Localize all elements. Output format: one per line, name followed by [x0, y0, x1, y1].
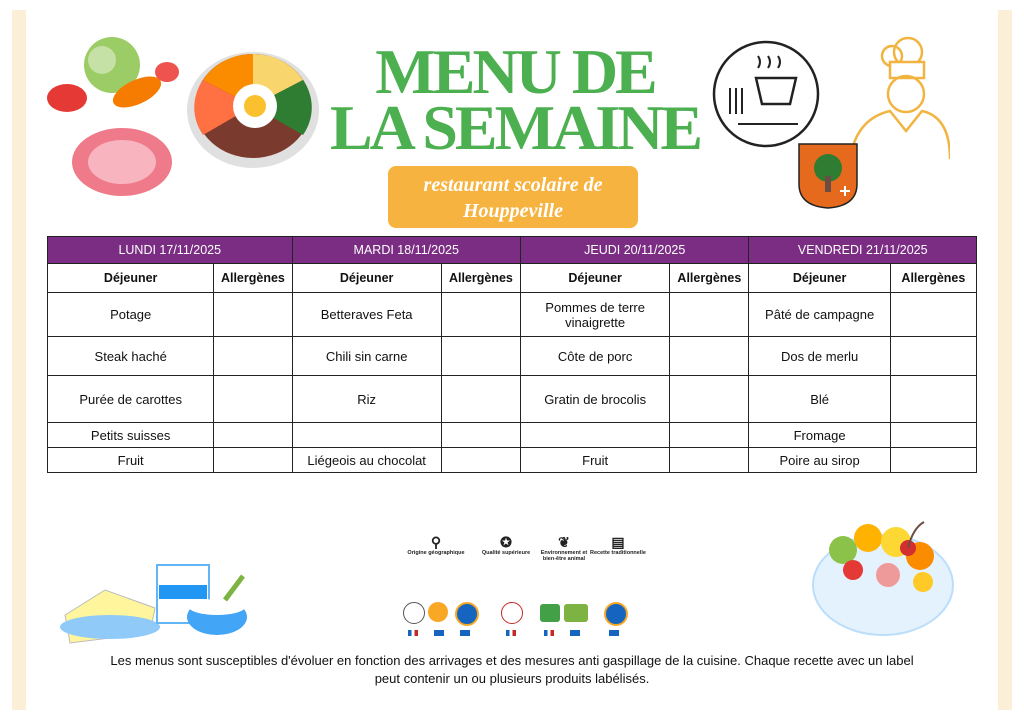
allergen-cell — [441, 293, 520, 337]
page-edge-right — [998, 10, 1012, 710]
table-row — [48, 423, 977, 448]
column-header-allergenes: Allergènes — [670, 264, 749, 293]
subtitle-banner — [388, 166, 638, 228]
column-header-allergenes: Allergènes — [441, 264, 520, 293]
pin-icon: ⚲ — [430, 534, 442, 550]
column-header-allergenes: Allergènes — [890, 264, 976, 293]
allergen-cell — [670, 293, 749, 337]
allergen-cell — [890, 423, 976, 448]
subtitle-line-1: restaurant scolaire de — [423, 174, 603, 196]
eu-flag-icon — [570, 630, 580, 636]
ab-organic-label-icon — [540, 604, 560, 622]
label-category: ✪ Qualité supérieure — [476, 534, 536, 556]
dish-cell: Riz — [292, 376, 441, 423]
page-title — [320, 36, 710, 163]
day-header-friday: VENDREDI 21/11/2025 — [749, 237, 977, 264]
weekly-menu-table — [47, 236, 977, 473]
day-header-row — [48, 237, 977, 264]
kitchen-logo-icon — [708, 38, 828, 150]
allergen-cell — [214, 376, 292, 423]
vegetables-meat-illustration — [42, 30, 187, 210]
dish-cell: Potage — [48, 293, 214, 337]
table-row — [48, 337, 977, 376]
allergen-cell — [441, 423, 520, 448]
book-icon: ▤ — [611, 534, 625, 550]
dairy-yogurt-illustration — [55, 555, 255, 645]
page-edge-left — [12, 10, 26, 710]
allergen-cell — [670, 423, 749, 448]
title-line-1: MENU DE — [375, 36, 655, 107]
dish-cell: Dos de merlu — [749, 337, 890, 376]
dish-cell: Fruit — [48, 448, 214, 473]
igp-label-icon — [455, 602, 479, 626]
aoc-label-icon — [403, 602, 425, 624]
eu-organic-label-icon — [564, 604, 588, 622]
dish-cell: Gratin de brocolis — [520, 376, 669, 423]
fruit-salad-bowl-illustration — [808, 500, 958, 640]
allergen-cell — [890, 376, 976, 423]
column-header-dejeuner: Déjeuner — [749, 264, 890, 293]
town-coat-of-arms-icon — [797, 142, 859, 210]
dish-cell: Liégeois au chocolat — [292, 448, 441, 473]
dish-cell: Betteraves Feta — [292, 293, 441, 337]
french-flag-icon — [408, 630, 418, 636]
medal-icon: ✪ — [500, 534, 512, 550]
day-header-thursday: JEUDI 20/11/2025 — [520, 237, 748, 264]
allergen-cell — [214, 448, 292, 473]
title-line-2: LA SEMAINE — [329, 92, 701, 163]
leaf-hand-icon: ❦ — [558, 534, 570, 550]
dish-cell: Côte de porc — [520, 337, 669, 376]
allergen-cell — [670, 337, 749, 376]
label-category: ▤ Recette traditionnelle — [588, 534, 648, 556]
footer-line-1: Les menus sont susceptibles d'évoluer en fonction des arrivages et des mesures anti gaspillage de la cuisine. Chaque recette avec un label — [110, 653, 914, 668]
eu-flag-icon — [434, 630, 444, 636]
day-header-monday: LUNDI 17/11/2025 — [48, 237, 293, 264]
dish-cell: Poire au sirop — [749, 448, 890, 473]
dish-cell — [292, 423, 441, 448]
dish-cell: Petits suisses — [48, 423, 214, 448]
allergen-cell — [890, 337, 976, 376]
allergen-cell — [670, 448, 749, 473]
allergen-cell — [214, 423, 292, 448]
dish-cell: Fromage — [749, 423, 890, 448]
dish-cell: Pâté de campagne — [749, 293, 890, 337]
dish-cell: Fruit — [520, 448, 669, 473]
dish-cell — [520, 423, 669, 448]
column-header-allergenes: Allergènes — [214, 264, 292, 293]
allergen-cell — [214, 337, 292, 376]
column-header-dejeuner: Déjeuner — [292, 264, 441, 293]
aop-label-icon — [428, 602, 448, 622]
label-category: ⚲ Origine géographique — [407, 534, 465, 556]
dish-cell: Steak haché — [48, 337, 214, 376]
footer-line-2: peut contenir un ou plusieurs produits labélisés. — [374, 671, 650, 686]
column-header-row — [48, 264, 977, 293]
dish-cell: Chili sin carne — [292, 337, 441, 376]
allergen-cell — [441, 337, 520, 376]
label-category: ❦ Environnement et bien-être animal — [534, 534, 594, 562]
table-row — [48, 448, 977, 473]
allergen-cell — [441, 376, 520, 423]
column-header-dejeuner: Déjeuner — [520, 264, 669, 293]
dish-cell: Blé — [749, 376, 890, 423]
quality-labels-legend — [398, 534, 644, 644]
label-rouge-icon — [501, 602, 523, 624]
stg-label-icon — [604, 602, 628, 626]
allergen-cell — [670, 376, 749, 423]
allergen-cell — [441, 448, 520, 473]
subtitle-line-2: Houppeville — [463, 200, 563, 222]
bibimbap-bowl-illustration — [183, 40, 323, 170]
french-flag-icon — [544, 630, 554, 636]
dish-cell: Pommes de terre vinaigrette — [520, 293, 669, 337]
table-row — [48, 376, 977, 423]
column-header-dejeuner: Déjeuner — [48, 264, 214, 293]
french-flag-icon — [506, 630, 516, 636]
allergen-cell — [890, 293, 976, 337]
table-row — [48, 293, 977, 337]
eu-flag-icon — [460, 630, 470, 636]
day-header-tuesday: MARDI 18/11/2025 — [292, 237, 520, 264]
allergen-cell — [890, 448, 976, 473]
allergen-cell — [214, 293, 292, 337]
footer-note — [60, 652, 964, 688]
eu-flag-icon — [609, 630, 619, 636]
dish-cell: Purée de carottes — [48, 376, 214, 423]
